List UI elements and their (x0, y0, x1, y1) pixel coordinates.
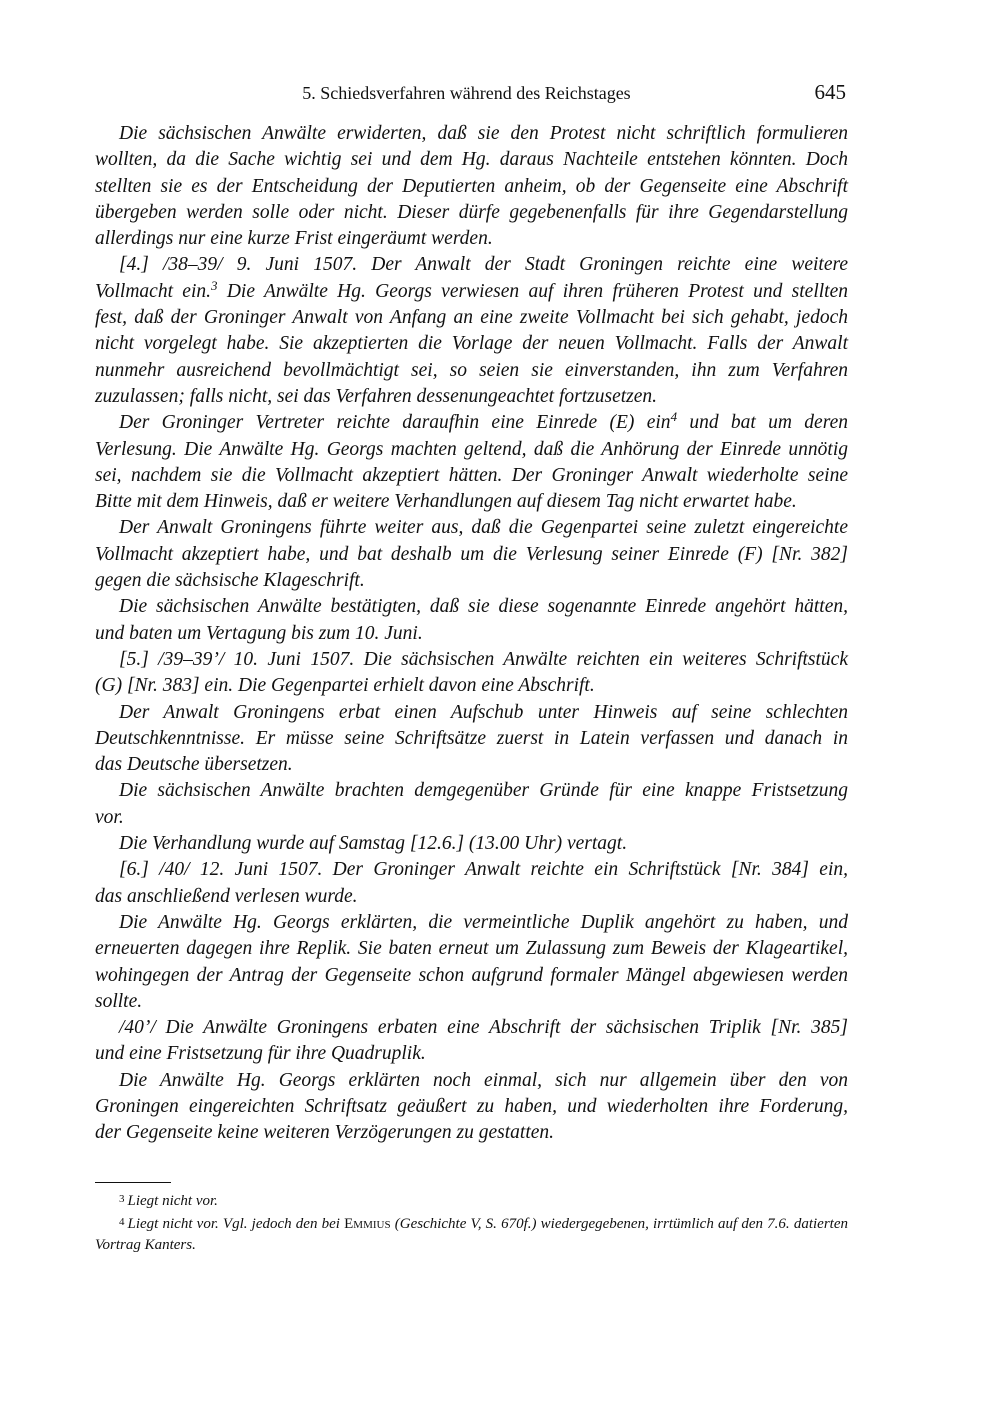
text-line: [4.] /38–39/ 9. Juni 1507. Der Anwalt der Stadt Groningen reichte eine weitere (119, 254, 848, 276)
paragraph (95, 778, 848, 831)
text-line: Die Anwälte Hg. Georgs erklärten noch einmal, sich nur allgemein über den von (119, 1069, 848, 1091)
text-line: wollten, da die Sache wichtig sei und dem Hg. daraus Nachteile entstehen könnten. Doch (95, 149, 848, 171)
text-line: das anschließend verlesen wurde. (95, 885, 358, 907)
text-line: allerdings nur eine kurze Frist eingeräumt werden. (95, 228, 493, 250)
text-segment: Der Groninger Vertreter reichte daraufhin eine Einrede (E) ein (119, 412, 671, 434)
text-segment: und bat um deren (677, 412, 848, 434)
text-line: erneuerten dagegen ihre Replik. Sie baten erneut um Zulassung zum Beweis der Klageartikel, (95, 938, 848, 960)
text-line: sollte. (95, 990, 143, 1012)
footnotes (95, 1189, 848, 1256)
footnote-number: 4 (119, 1216, 125, 1228)
footnote-4 (95, 1212, 848, 1256)
text-line: fest, daß der Groninger Anwalt von Anfang an eine zweite Vollmacht bei sich gehabt, jedoch (95, 307, 848, 329)
text-line: nicht vorgelegt habe. Sie akzeptierten die Vorlage der neuen Vollmacht. Falls der Anwalt (95, 333, 848, 355)
body-text (95, 121, 848, 1147)
text-line: [5.] /39–39’/ 10. Juni 1507. Die sächsischen Anwälte reichten ein weiteres Schriftstück (119, 648, 848, 670)
footnote-3 (95, 1189, 848, 1212)
paragraph (95, 831, 848, 857)
text-line: nunmehr ausreichend bevollmächtigt sei, so seien sie einverstanden, ihn zum Verfahren (95, 359, 848, 381)
paragraph (95, 647, 848, 700)
text-line: /40’/ Die Anwälte Groningens erbaten eine Abschrift der sächsischen Triplik [Nr. 385] (119, 1017, 848, 1039)
text-line: (G) [Nr. 383] ein. Die Gegenpartei erhielt davon eine Abschrift. (95, 675, 595, 697)
text-line (95, 410, 848, 436)
text-line: übergeben werden solle oder nicht. Dieser dürfe gegebenenfalls für ihre Gegendarstellung (95, 201, 848, 223)
text-line: Der Anwalt Groningens führte weiter aus, daß die Gegenpartei seine zuletzt eingereichte (119, 517, 848, 539)
text-line: vor. (95, 806, 124, 828)
footnote-rule (95, 1182, 171, 1183)
footnote-reference[interactable]: 3 (211, 277, 218, 293)
text-line: gegen die sächsische Klageschrift. (95, 570, 365, 592)
footnote-text: Liegt nicht vor. (127, 1193, 218, 1209)
author-name: Emmius (344, 1216, 391, 1232)
chapter-title: 5. Schiedsverfahren während des Reichstages (302, 83, 631, 103)
paragraph (95, 700, 848, 779)
text-line: [6.] /40/ 12. Juni 1507. Der Groninger Anwalt reichte ein Schriftstück [Nr. 384] ein, (119, 859, 848, 881)
footnote-text: (Geschichte V, S. 670f.) wiedergegebenen, irrtümlich auf den 7.6. datierten Vortrag Kanters. (95, 1216, 848, 1253)
text-line: Deutschkenntnisse. Er müsse seine Schriftsätze zuerst in Latein verfassen und danach in (95, 727, 848, 749)
text-line: Vollmacht akzeptiert habe, und bat deshalb um die Verlesung seiner Einrede (F) [Nr. 382] (95, 543, 848, 565)
paragraph (95, 1015, 848, 1068)
text-line: Bitte mit dem Hinweis, daß er weitere Verhandlungen auf diesem Tag nicht erwartet habe. (95, 491, 797, 513)
text-line: Der Anwalt Groningens erbat einen Aufschub unter Hinweis auf seine schlechten (119, 701, 848, 723)
paragraph (95, 410, 848, 515)
text-line: Groningen eingereichten Schriftsatz geäußert zu haben, und wiederholten ihre Forderung, (95, 1095, 848, 1117)
text-line: wohingegen der Antrag der Gegenseite schon aufgrund formaler Mängel abgewiesen werden (95, 964, 848, 986)
page-number: 645 (814, 80, 846, 104)
paragraph (95, 910, 848, 1015)
text-line: Verlesung. Die Anwälte Hg. Georgs machten geltend, daß die Anhörung der Einrede unnötig (95, 438, 848, 460)
paragraph (95, 857, 848, 910)
text-segment: Die Anwälte Hg. Georgs verwiesen auf ihren früheren Protest und stellten (217, 280, 848, 302)
running-header (95, 80, 848, 108)
text-line: stellten sie es der Entscheidung der Deputierten anheim, ob der Gegenseite eine Abschrift (95, 175, 848, 197)
text-line: und baten um Vertagung bis zum 10. Juni. (95, 622, 423, 644)
text-line: der Gegenseite keine weiteren Verzögerungen zu gestatten. (95, 1122, 555, 1144)
text-line (95, 279, 848, 305)
text-segment: Vollmacht ein. (95, 280, 212, 302)
text-line: Die Anwälte Hg. Georgs erklärten, die vermeintliche Duplik angehört zu haben, und (119, 911, 848, 933)
paragraph (95, 121, 848, 252)
text-line: Die sächsischen Anwälte erwiderten, daß sie den Protest nicht schriftlich formulieren (119, 123, 848, 144)
paragraph (95, 594, 848, 647)
footnote-number: 3 (119, 1193, 125, 1205)
paragraph (95, 1068, 848, 1147)
paragraph (95, 252, 848, 410)
text-line: zuzulassen; falls nicht, sei das Verfahren dessenungeachtet fortzusetzen. (95, 385, 658, 407)
text-line: Die sächsischen Anwälte bestätigten, daß sie diese sogenannte Einrede angehört hätten, (119, 596, 848, 618)
text-line: das Deutsche übersetzen. (95, 754, 293, 776)
paragraph (95, 515, 848, 594)
text-line: Die Verhandlung wurde auf Samstag [12.6.] (13.00 Uhr) vertagt. (119, 833, 628, 855)
footnote-reference[interactable]: 4 (670, 409, 678, 425)
text-line: sei, nachdem sie die Vollmacht akzeptiert hätten. Der Groninger Anwalt wiederholte seine (95, 464, 848, 486)
footnote-text: Liegt nicht vor. Vgl. jedoch den bei (127, 1216, 345, 1232)
text-line: Die sächsischen Anwälte brachten demgegenüber Gründe für eine knappe Fristsetzung (119, 780, 848, 802)
text-line: und eine Fristsetzung für ihre Quadruplik. (95, 1043, 426, 1065)
